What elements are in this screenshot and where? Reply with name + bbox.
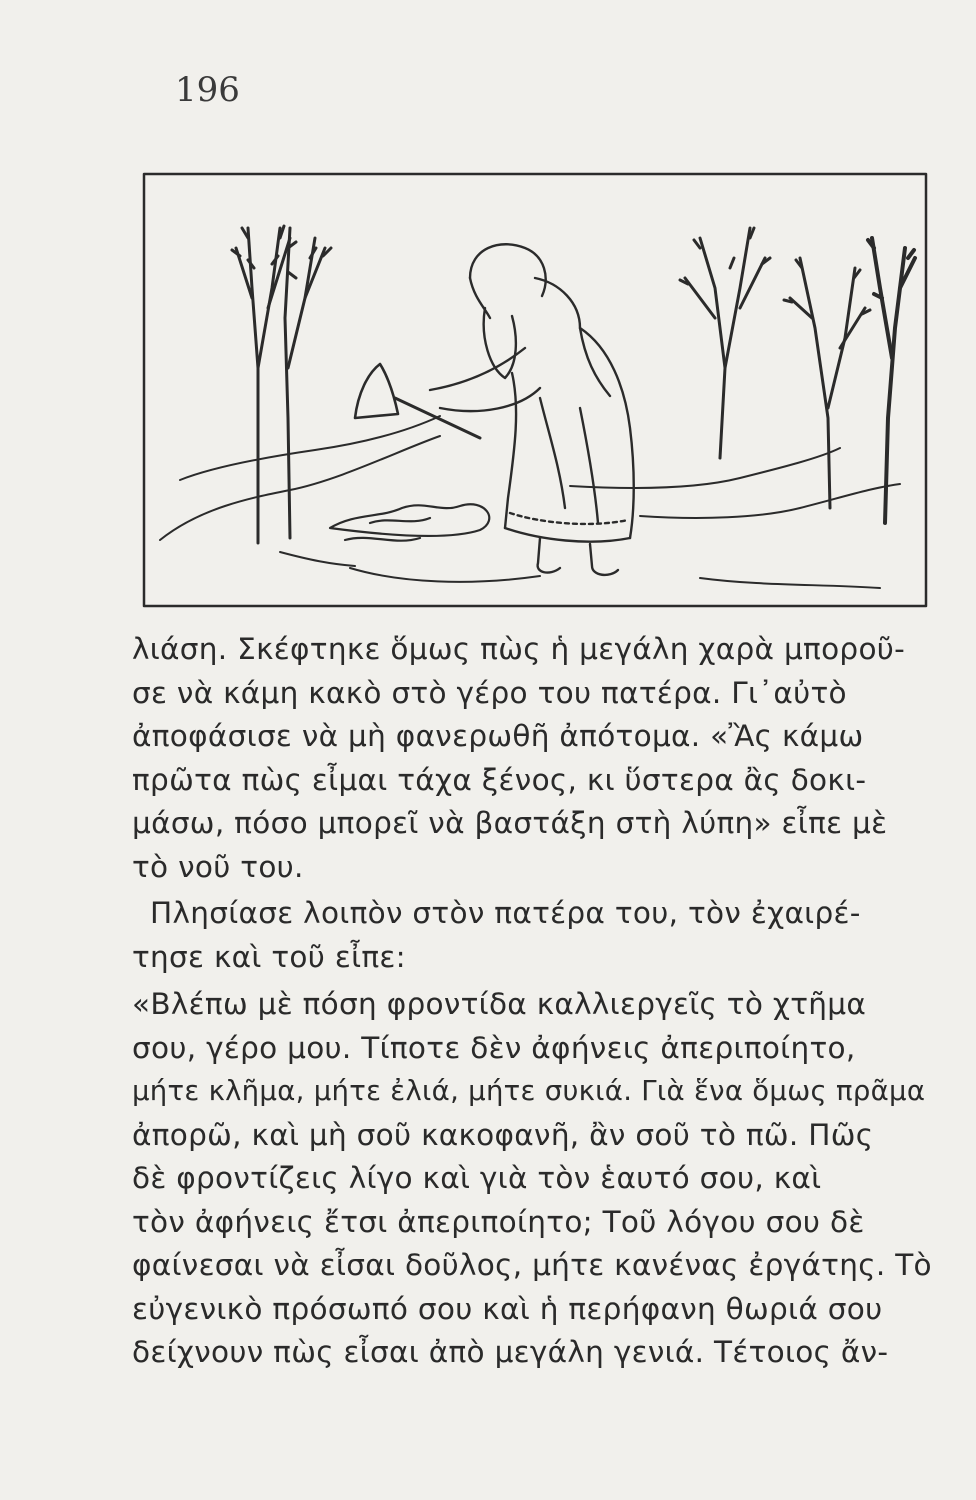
text-line: σε νὰ κάμη κακὸ στὸ γέρο του πατέρα. Γι᾽αὐτὸ bbox=[132, 675, 847, 710]
text-line: ἀποφάσισε νὰ μὴ φανερωθῆ ἀπότομα. «Ἂς κάμω bbox=[132, 719, 864, 753]
text-line: εὐγενικὸ πρόσωπό σου καὶ ἡ περήφανη θωριά σου bbox=[132, 1291, 883, 1326]
body-text bbox=[132, 628, 932, 1375]
illustration-old-man-hoeing bbox=[140, 168, 930, 613]
old-man-figure bbox=[355, 244, 634, 575]
text-line: μάσω, πόσο μπορεῖ νὰ βαστάξη στὴ λύπη» εἶπε μὲ bbox=[132, 806, 888, 840]
text-line: δείχνουν πὼς εἶσαι ἀπὸ μεγάλη γενιά. Τέτοιος ἄν- bbox=[132, 1335, 889, 1369]
text-line: ἀπορῶ, καὶ μὴ σοῦ κακοφανῆ, ἂν σοῦ τὸ πῶ. Πῶς bbox=[132, 1117, 874, 1152]
paragraph bbox=[132, 892, 932, 979]
text-line: φαίνεσαι νὰ εἶσαι δοῦλος, μήτε κανένας ἐργάτης. Τὸ bbox=[132, 1248, 932, 1282]
text-line: Πλησίασε λοιπὸν στὸν πατέρα του, τὸν ἐχαιρέ- bbox=[150, 896, 861, 930]
ground-lines bbox=[160, 416, 900, 588]
text-line: λιάση. Σκέφτηκε ὅμως πὼς ἡ μεγάλη χαρὰ μποροῦ- bbox=[132, 632, 906, 666]
earth-mounds bbox=[330, 504, 489, 540]
tree-right-1 bbox=[680, 228, 770, 458]
text-line: τὸν ἀφήνεις ἔτσι ἀπεριποίητο; Τοῦ λόγου σου δὲ bbox=[132, 1204, 865, 1239]
tree-right-2 bbox=[784, 258, 870, 508]
text-line: τησε καὶ τοῦ εἶπε: bbox=[132, 939, 406, 974]
text-line: «Βλέπω μὲ πόση φροντίδα καλλιεργεῖς τὸ χτῆμα bbox=[132, 987, 867, 1021]
illustration-frame bbox=[144, 174, 926, 606]
text-line: δὲ φροντίζεις λίγο καὶ γιὰ τὸν ἑαυτό σου, καὶ bbox=[132, 1161, 822, 1195]
paragraph bbox=[132, 628, 932, 889]
text-line: μήτε κλῆμα, μήτε ἐλιά, μήτε συκιά. Γιὰ ἕνα ὅμως πρᾶμα bbox=[132, 1075, 926, 1107]
text-line: τὸ νοῦ του. bbox=[132, 849, 304, 884]
tree-left-2 bbox=[285, 228, 331, 538]
text-line: πρῶτα πὼς εἶμαι τάχα ξένος, κι ὕστερα ἂς δοκι- bbox=[132, 762, 867, 797]
tree-right-3 bbox=[868, 238, 915, 523]
paragraph bbox=[132, 983, 932, 1375]
text-line: σου, γέρο μου. Τίποτε δὲν ἀφήνεις ἀπεριποίητο, bbox=[132, 1030, 856, 1065]
page-number: 196 bbox=[175, 70, 240, 110]
